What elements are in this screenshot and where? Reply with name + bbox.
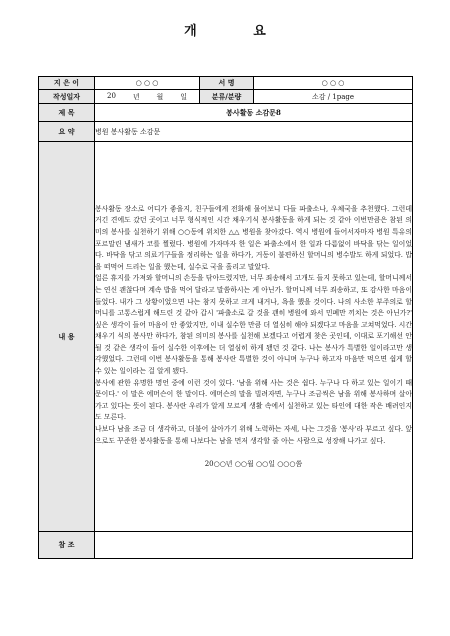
subject-value: 봉사활동 소감문8 xyxy=(95,104,413,122)
content-body xyxy=(95,142,413,532)
author-value: ○ ○ ○ xyxy=(95,77,200,90)
date-month-unit: 월 xyxy=(156,92,164,101)
reference-label: 참 조 xyxy=(39,532,95,559)
date-value xyxy=(95,90,200,104)
category-value: 소감 / 1page xyxy=(254,90,413,104)
category-label: 분류/분량 xyxy=(200,90,254,104)
content-paragraph: 나보다 남을 조금 더 생각하고, 더불어 살아가기 위해 노력하는 자세, 나는 그것을 '봉사'라 부르고 싶다. 앞으로도 꾸준한 봉사활동을 통해 나보다는 남을 먼저 생각할 줄 아는 사람으로 성장해 나가고 싶다. xyxy=(95,425,412,445)
reference-value xyxy=(95,532,413,559)
summary-label: 요 약 xyxy=(39,122,95,142)
summary-value: 병원 봉사활동 소감문 xyxy=(95,122,413,142)
overview-form xyxy=(38,76,413,559)
date-label: 작성일자 xyxy=(39,90,95,104)
content-label: 내 용 xyxy=(39,142,95,532)
signature-line: 20○○년 ○○월 ○○일 ○○○씀 xyxy=(204,460,303,469)
date-year-unit: 년 xyxy=(132,92,140,101)
date-day-unit: 일 xyxy=(180,92,187,101)
page-title: 개 요 xyxy=(184,24,292,39)
name-value: ○ ○ ○ xyxy=(254,77,413,90)
content-paragraph: 봉사활동 장소로 어디가 좋을지, 친구들에게 전화해 물어보니 다들 파출소나, 우체국을 추천했다. 그런데 거긴 견에도 갔던 곳이고 너무 형식적인 시간 채우기식 봉사활동을 하게 되는 것 같아 이번만큼은 참된 의미의 봉사를 실천하기 위해 ○○동에 위치한 △△ 병원을 찾아갔다. 역시 병원에 들어서자마자 병원 특유의 포르말린 냄새가 코를 찔렀다. 병원에 가자마자 한 일은 파출소에서 한 일과 다름없이 바닥을 닦는 일이었다. 바닥을 닦고 의료기구들을 정리하는 일을 하다가, 거동이 불편하신 할머니의 병수발도 하게 되었다. 밥을 떠먹여 드리는 일을 했는데, 실수로 국을 흘리고 말았다. xyxy=(95,204,412,271)
date-year: 20 xyxy=(107,91,116,100)
name-label: 서 명 xyxy=(200,77,254,90)
content-paragraph: 봉사에 관한 유명한 명언 중에 이런 것이 있다. '남을 위해 사는 것은 쉽다. 누구나 다 하고 있는 일이기 때문이다.' 이 말은 에머슨이 한 말이다. 에머슨의 말을 빌려자면, 누구나 조금씩은 남을 위해 봉사하며 살아가고 있다는 뜻이 된다. 봉사란 우리가 알게 모르게 생활 속에서 실천하고 있는 타인에 대한 작은 배려인지도 모른다. xyxy=(95,378,412,422)
author-label: 지 은 이 xyxy=(39,77,95,90)
content-paragraph: 얼른 휴지를 가져와 할머니의 손등을 닦아드렸지만, 너무 죄송해서 고개도 들지 못하고 있는데, 할머니께서는 연신 괜찮다며 계속 밥을 먹여 달라고 말씀하시는 게 아닌가. 할머니께 너무 죄송하고, 또 감사한 마음이 들었다. 내가 그 상황이었으면 나는 참지 못하고 크게 내거나, 욕을 했을 것이다. 나의 사소한 부주의로 할머니를 고통스럽게 해드린 것 같아 갑시 '파출소로 갈 것을 괜히 병원에 와서 민폐만 끼치는 것은 아닌가?' 싶은 생각이 들어 마음이 안 좋았지만, 이내 실수한 만큼 더 열심히 해야 되겠다고 마음을 고쳐먹었다. 시간 채우기 식의 봉사만 하다가, 참된 의미의 봉사를 실천해 보겠다고 어렵게 찾은 곳인데, 이대로 포기해선 안될 것 같은 생각이 들어 실수한 이후에는 더 열심히 하게 됐던 것 같다. 나는 봉사가 특별한 일이라고만 생각했었다. 그런데 이번 봉사활동을 통해 봉사란 특별한 것이 아니며 누구나 하고자 마음만 먹으면 쉽게 할 수 있는 일이라는 걸 알게 됐다. xyxy=(95,274,412,376)
subject-label: 제 목 xyxy=(39,104,95,122)
